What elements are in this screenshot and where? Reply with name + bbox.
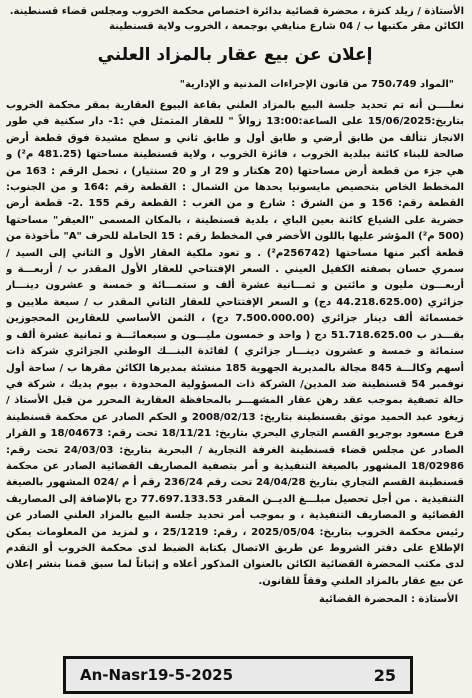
notice-title: إعلان عن بيع عقار بالمزاد العلني: [97, 45, 373, 65]
page-number: 25: [373, 665, 396, 685]
legal-articles-reference: "المواد 750،749 من قانون الإجراءات المدنية و الإدارية": [179, 79, 454, 90]
publication-date-label: An-Nasr19-5-2025: [80, 666, 234, 684]
office-address-line: الكائن مقر مكتبها ب / 04 شارع منايفي بوجمعة ، الخروب ولاية قسنطينة: [109, 21, 464, 32]
signature-line: الأستاذة : المحضرة القضائية: [319, 594, 458, 606]
notice-body-text: نعلــــن أنه تم تحديد جلسة البيع بالمزاد العلني بقاعة البيوع العقارية بمقر محكمة الخروب بتاريخ:15/06/2025 على الساعة:13:00 زوالاً " للعقار المتمثل في :1- دار سكنية في طور الانجاز تتألف من طابق أرضي و طابق أول و طابق ثاني و سطح مشيدة فوق قطعة أرض صالحة للبناء كائنة ببلدية الخروب ، فائزة الخروب ، ولاية قسنطينة مساحتها (481.25 م²) و هي جزء من قطعة أرض مساحتها (20 هكتار و 29 ار و 20 سنتيار) ، تحمل الرقم : 163 من المخطط الخاص بتحصيص مايسونيا يحدها من الشمال : القطعة رقم :164 و من الجنوب: القطعة رقم: 156 و من الشرق : شارع و من الغرب : القطعة رقم 155 .2- قطعة أرض حضرية على الشياع كائنة بعين الباي ، بلدية قسنطينة ، بالمكان المسمى "العيفر" مساحتها (500 م²) المؤشر عليها باللون الأخضر في المخطط رقم : 15 الحاملة للحرف "A" مأخوذة من قطعة أكبر منها مساحتها (256742م²) . و تعود ملكية العقار الأول و الثاني إلى السيد / سمري حسان بصفته الكفيل العيني . السعر الإفتتاحي للعقار الأول المقدر ب / أربعـــة و أربعـــون مليون و مائتين و ثمـــانية عشرة ألف و ستمـــائة و خمسة و عشرون دينـــار جزائري (44.218.625.00 دج) و السعر الإفتتاحي للعقار الثاني المقدر ب / سبعة ملايين و خمسمائة ألف دينار جزائري (7.500.000.00 دج) ، الثمن الأساسي للعقارين المحجوزين بقـــدر ب 51.718.625.00 دج ( واحد و خمسون مليـــون و سبعمائـــة و ثمانية عشرة ألف و ستمائة و خمسة و عشرون دينـــار جزائري ) لفائدة البنـــك الوطني الجزائري شركة ذات أسهم وكالـــة 845 مجالة بالمديرية الجهوية 185 منشئة بمديرها الكائن مقرها ب / ساحة أول نوفمبر 54 قسنطينة ضد المدين/ الشركة ذات المسؤولية المحدودة ، بيوم يديك ، شركة في حالة تصفية بموجب عقد رهن عقار المشهـــر بالمحافظة العقارية المحرر من قبل الأستاذ / زيغود عبد الحميد موثق بقسنطينة بتاريخ: 2008/02/13 و الحكم الصادر عن محكمة قسنطينة فرع مسعود بوجريو القسم التجاري البحري بتاريخ: 18/11/21 تحت رقم: 18/04673 و القرار الصادر عن مجلس قضاء قسنطينة الغرفة التجارية / البحرية بتاريخ: 24/03/03 تحت رقم: 18/02986 المشهور بالصيغة التنفيذية و أمر بتصفية المصاريف القضائية الصادر عن محكمة قسنطينة القسم التجاري بتاريخ 24/04/28 تحت رقم 236/24 رقم أ م /024 المشهور بالصيغة التنفيذية . من أجل تحصيل مبلـــغ الديــن المقدر 77.697.133.53 دج بالإضافة إلى المصاريف القضائية و المصاريف التنفيذية ، و بموجب أمر تحديد جلسة البيع بالمزاد العلني الصادر عن رئيس محكمة الخروب بتاريخ: 2025/05/04 ، رقم: 25/1219 ، و لمزيد من المعلومات يمكن الإطلاع على دفتر الشروط عن طريق الاتصال بكتابة الضبط لدى محكمة الخروب أو التقدم لدى مكتب المحضرة القضائية الكائن بالعنوان المذكور أعلاه و إثباتاً لما سبق قمنا بنشر إعلان عن بيع عقار بالمزاد العلني وفقاً للقانون.: [6, 100, 464, 587]
newspaper-footer: [63, 656, 413, 694]
legal-notice: [6, 4, 464, 654]
bailiff-name-line: الأستاذة / زيلد كنزة ، محضرة قضائية بدائرة اختصاص محكمة الخروب ومجلس قضاء قسنطينة.: [9, 6, 464, 17]
